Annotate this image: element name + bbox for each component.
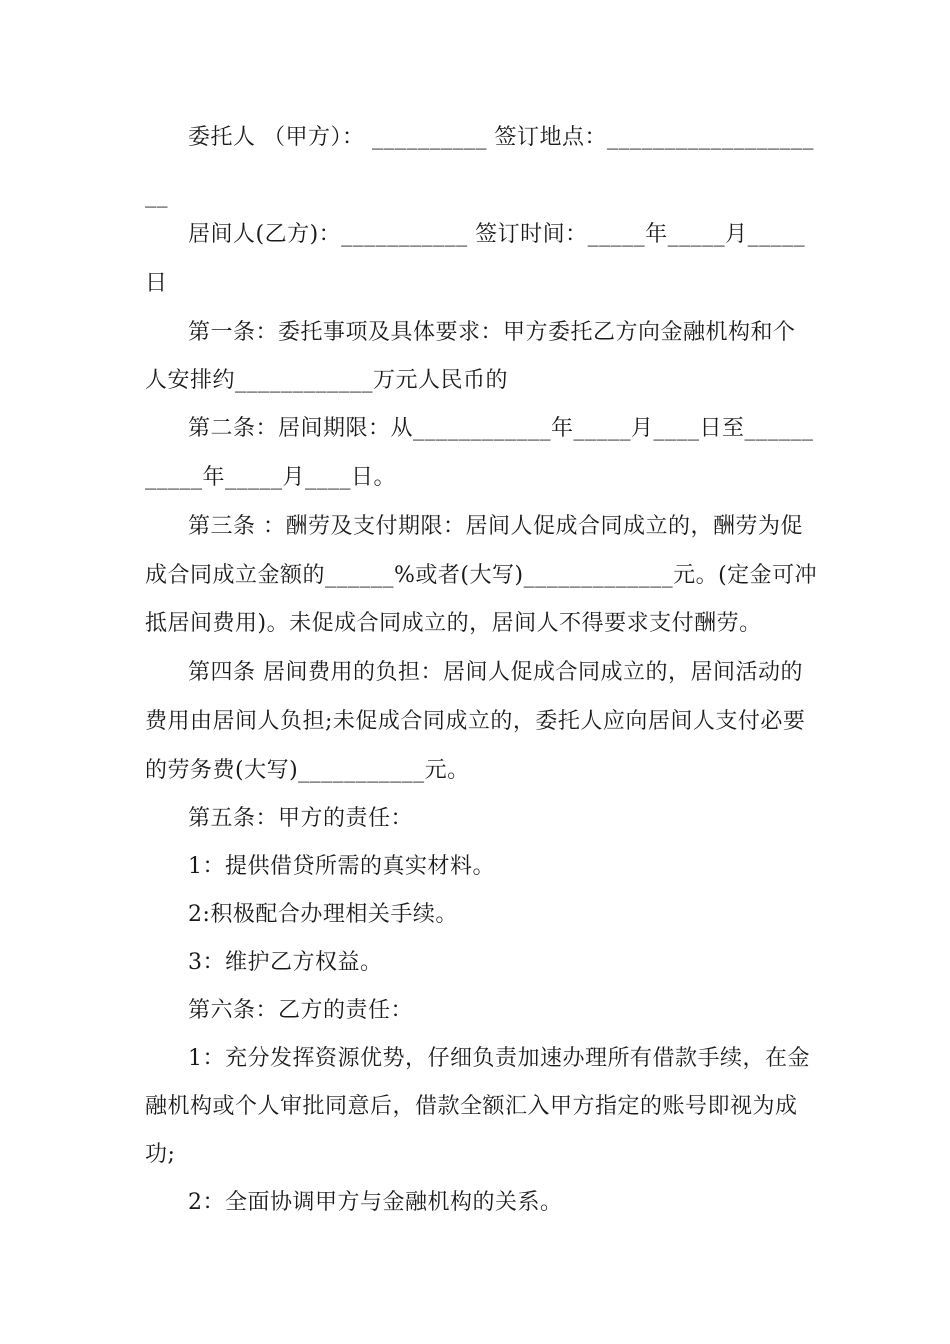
- article-5-item-1: 1：提供借贷所需的真实材料。: [188, 854, 495, 879]
- article-4-line-2: 费用由居间人负担;未促成合同成立的，委托人应向居间人支付必要: [145, 709, 806, 734]
- article-3-line-1: 第三条 ：酬劳及支付期限：居间人促成合同成立的，酬劳为促: [188, 514, 803, 539]
- parties-line-intermediary: 居间人(乙方)：___________ 签订时间：_____年_____月_____: [188, 222, 806, 247]
- article-1-line-2: 人安排约____________万元人民币的: [145, 368, 509, 393]
- article-3-line-2: 成合同成立金额的______%或者(大写)_____________元。(定金可冲: [145, 563, 818, 588]
- article-4-line-3: 的劳务费(大写)___________元。: [145, 758, 470, 783]
- parties-line-intermediary-cont: 日: [145, 271, 168, 296]
- article-1-line-1: 第一条：委托事项及具体要求：甲方委托乙方向金融机构和个: [188, 320, 796, 345]
- parties-line-principal: 委托人 （甲方）： __________ 签订地点：__________________: [188, 125, 814, 150]
- article-6-item-2: 2：全面协调甲方与金融机构的关系。: [188, 1190, 563, 1215]
- parties-line-principal-cont: __: [145, 183, 168, 208]
- article-6-item-1-line-3: 功;: [145, 1142, 176, 1167]
- article-2-line-1: 第二条：居间期限：从____________年_____月____日至______: [188, 416, 814, 441]
- article-5-heading: 第五条：甲方的责任：: [188, 806, 414, 831]
- article-6-item-1-line-1: 1：充分发挥资源优势，仔细负责加速办理所有借款手续，在金: [188, 1046, 810, 1071]
- article-4-line-1: 第四条 居间费用的负担：居间人促成合同成立的，居间活动的: [188, 660, 803, 685]
- article-3-line-3: 抵居间费用)。未促成合同成立的，居间人不得要求支付酬劳。: [145, 611, 762, 636]
- article-6-heading: 第六条：乙方的责任：: [188, 998, 414, 1023]
- article-6-item-1-line-2: 融机构或个人审批同意后，借款全额汇入甲方指定的账号即视为成: [145, 1094, 798, 1119]
- article-5-item-2: 2:积极配合办理相关手续。: [188, 902, 458, 927]
- article-2-line-2: _____年_____月____日。: [145, 465, 397, 490]
- article-5-item-3: 3：维护乙方权益。: [188, 950, 383, 975]
